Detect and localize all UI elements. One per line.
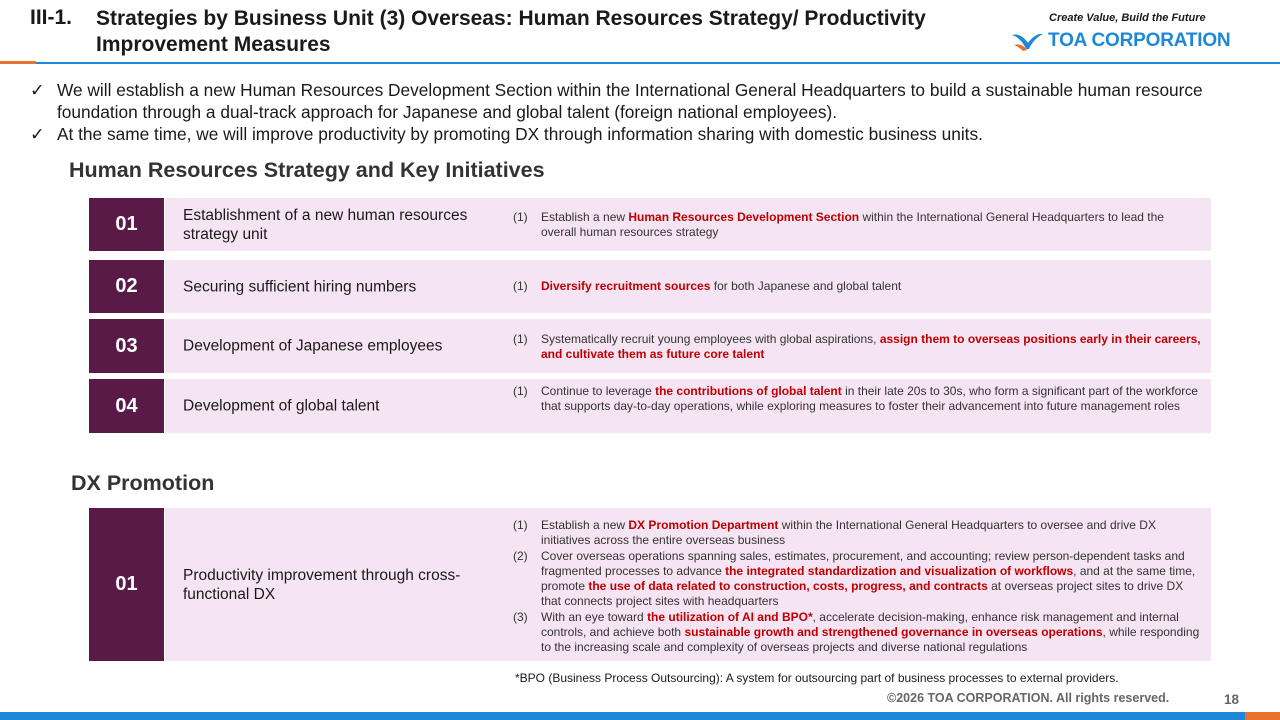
initiative-item	[513, 384, 1201, 415]
highlighted-text: sustainable growth and strengthened governance in overseas operations	[684, 625, 1103, 640]
company-logo	[1010, 29, 1230, 53]
logo-wordmark: TOA CORPORATION	[1048, 30, 1231, 51]
initiative-item	[513, 518, 1201, 549]
highlighted-text: the utilization of AI and BPO*	[647, 609, 813, 624]
item-index: (1)	[513, 279, 528, 293]
row-items	[513, 384, 1201, 415]
hr-initiative-row	[89, 379, 1211, 433]
row-label: Securing sufficient hiring numbers	[183, 278, 417, 295]
row-number: 03	[89, 319, 164, 373]
item-index: (2)	[513, 548, 528, 563]
item-text: for both Japanese and global talent	[710, 279, 902, 293]
header-divider-accent	[0, 61, 36, 64]
row-number: 04	[89, 379, 164, 433]
row-label: Productivity improvement through cross-functional DX	[183, 566, 461, 603]
item-text: , while responding to the increasing scale and complexity of overseas projects and diverse national regulations	[541, 625, 1200, 655]
row-number: 02	[89, 260, 164, 313]
hr-initiative-row	[89, 260, 1211, 313]
item-text: , and at the same time, promote	[541, 563, 1196, 594]
copyright: ©2026 TOA CORPORATION. All rights reserved.	[887, 691, 1170, 705]
initiative-item	[513, 279, 1201, 294]
item-text: at overseas project sites to drive DX that connects project sites with headquarters	[541, 579, 1184, 609]
item-text: Systematically recruit young employees with global aspirations,	[541, 332, 880, 346]
row-label: Establishment of a new human resources strategy unit	[183, 206, 468, 243]
initiative-item	[513, 210, 1201, 241]
intro-bullet	[30, 123, 1250, 145]
row-body	[165, 508, 1211, 661]
checkmark-icon: ✓	[30, 80, 45, 100]
footnote: *BPO (Business Process Outsourcing): A system for outsourcing part of business processes to external providers.	[515, 671, 1119, 685]
row-label: Development of Japanese employees	[183, 337, 443, 355]
highlighted-text: the integrated standardization and visualization of workflows	[725, 563, 1074, 578]
highlighted-text: DX Promotion Department	[628, 518, 779, 532]
bullet-text: At the same time, we will improve productivity by promoting DX through information sharing with domestic business units.	[57, 124, 983, 144]
row-body	[165, 319, 1211, 373]
item-text: within the International General Headquarters to oversee and drive DX initiatives across the entire overseas business	[541, 518, 1156, 548]
footer-accent	[1245, 712, 1280, 720]
item-text: Establish a new	[541, 210, 629, 224]
company-tagline: Create Value, Build the Future	[1049, 12, 1206, 24]
row-number: 01	[89, 508, 164, 661]
page-title: Strategies by Business Unit (3) Overseas: Human Resources Strategy/ Productivity Improvement Measures	[96, 7, 926, 56]
item-index: (1)	[513, 518, 528, 532]
footer-bar	[0, 712, 1280, 720]
row-body	[165, 260, 1211, 313]
section-number: III-1.	[30, 6, 73, 29]
item-index: (1)	[513, 210, 528, 224]
checkmark-icon: ✓	[30, 124, 45, 144]
item-index: (3)	[513, 609, 528, 624]
initiative-item	[513, 549, 1201, 610]
dx-initiative-row	[89, 508, 1211, 661]
row-body	[165, 198, 1211, 251]
page-number: 18	[1224, 692, 1240, 707]
intro-bullet	[30, 79, 1250, 123]
highlighted-text: the use of data related to construction, costs, progress, and contracts	[588, 579, 988, 594]
row-body	[165, 379, 1211, 433]
item-index: (1)	[513, 332, 528, 346]
row-label: Development of global talent	[183, 397, 380, 415]
highlighted-text: the contributions of global talent	[655, 384, 842, 398]
item-text: in their late 20s to 30s, who form a significant part of the workforce that supports day-to-day operations, while exploring measures to foster their advancement into future management roles	[541, 384, 1198, 414]
hr-initiative-row	[89, 319, 1211, 373]
bird-logo-icon	[1010, 29, 1044, 53]
initiative-item	[513, 610, 1201, 656]
row-items	[513, 210, 1201, 241]
row-items	[513, 518, 1201, 656]
item-text: Continue to leverage	[541, 384, 656, 398]
hr-section-title: Human Resources Strategy and Key Initiatives	[69, 158, 545, 182]
item-text: Cover overseas operations spanning sales, estimates, procurement, and accounting; review person-dependent tasks and fragmented processes to advance	[541, 548, 1185, 578]
item-text: , accelerate decision-making, enhance risk management and internal controls, and achieve both	[541, 609, 1179, 640]
hr-initiative-row	[89, 198, 1211, 251]
bullet-text: We will establish a new Human Resources Development Section within the International General Headquarters to build a sustainable human resource foundation through a dual-track approach for Japanese and global talent (foreign national employees).	[57, 80, 1203, 122]
highlighted-text: assign them to overseas positions early in their careers, and cultivate them as future core talent	[541, 332, 1201, 362]
row-items	[513, 332, 1201, 363]
item-text: within the International General Headquarters to lead the overall human resources strategy	[541, 210, 1164, 240]
header-divider	[0, 62, 1280, 64]
initiative-item	[513, 332, 1201, 363]
item-text: Establish a new	[541, 518, 629, 532]
row-number: 01	[89, 198, 164, 251]
row-items	[513, 279, 1201, 294]
highlighted-text: Human Resources Development Section	[628, 210, 860, 224]
item-text: With an eye toward	[541, 609, 648, 624]
intro-bullets	[30, 79, 1250, 145]
item-index: (1)	[513, 384, 528, 398]
dx-section-title: DX Promotion	[71, 471, 215, 495]
highlighted-text: Diversify recruitment sources	[541, 279, 711, 293]
